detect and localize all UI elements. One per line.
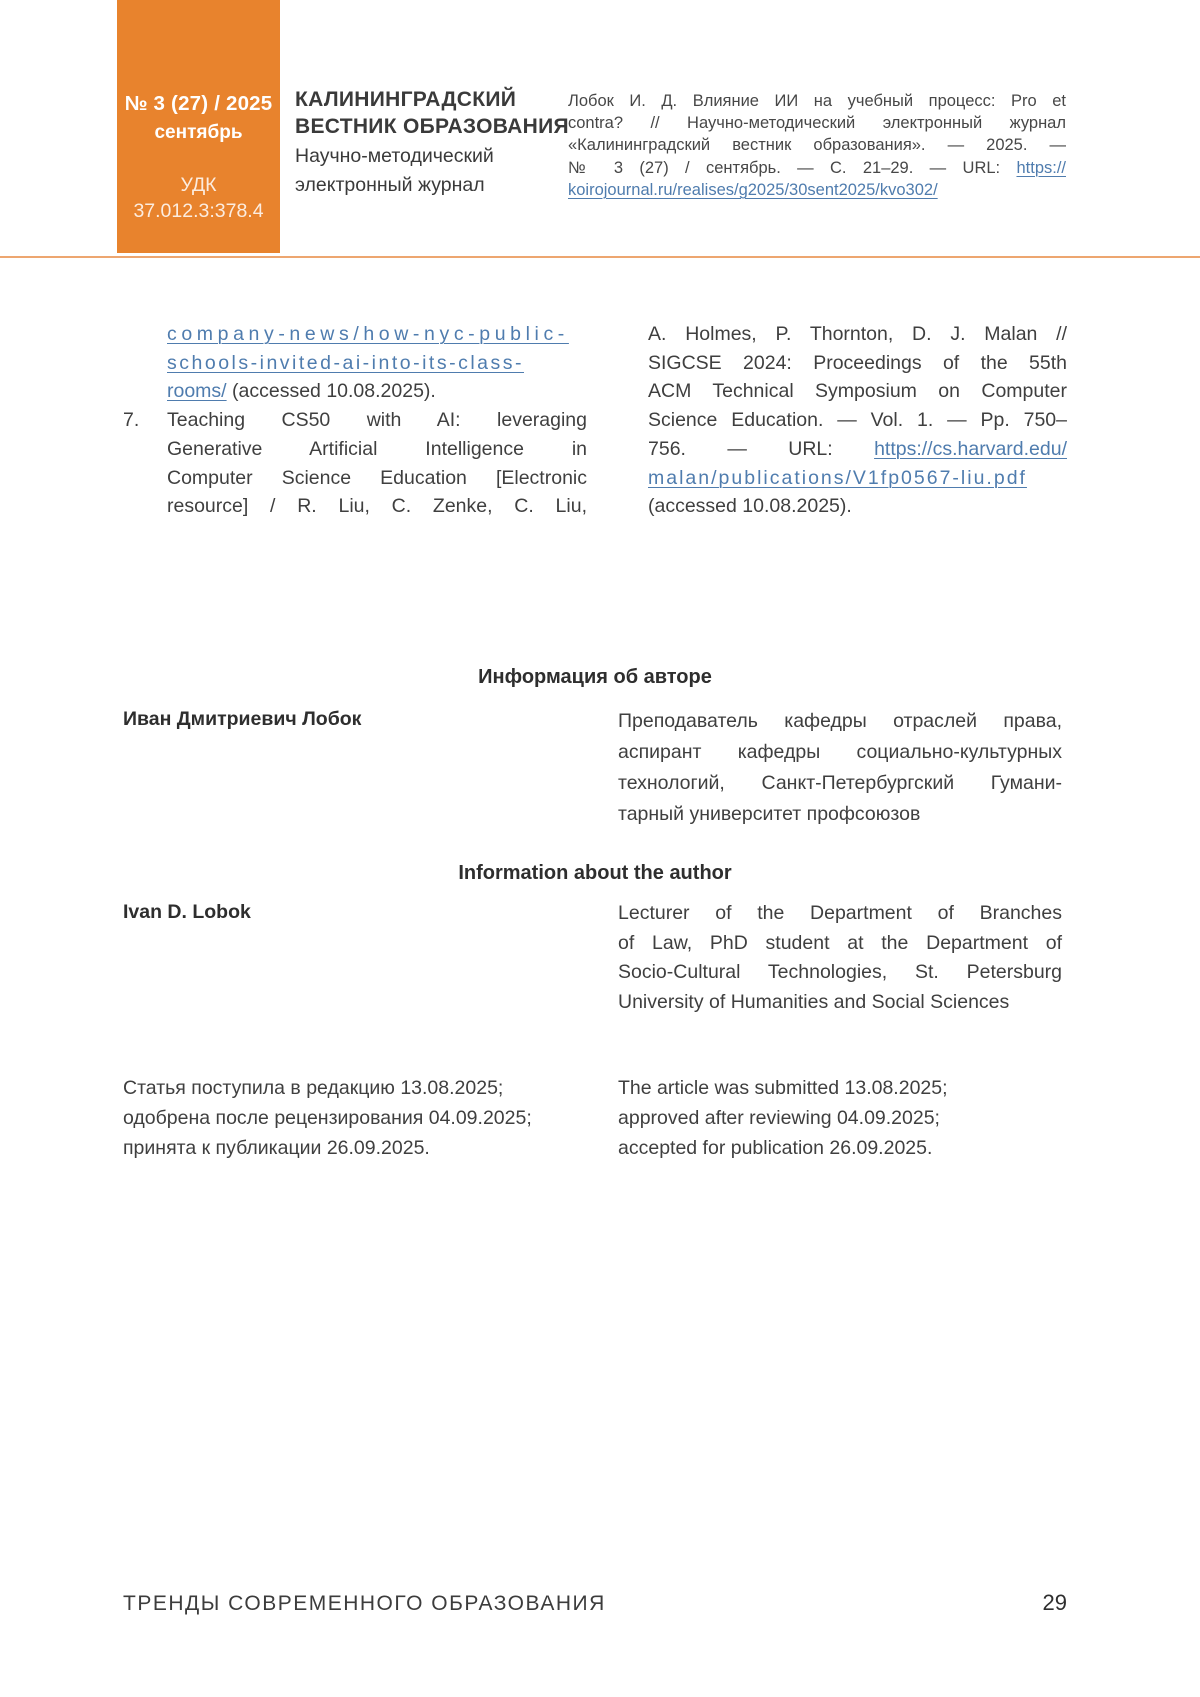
- text-line: [167, 320, 587, 349]
- author-name-ru: Иван Дмитриевич Лобок: [123, 708, 362, 730]
- text-run: contra? // Научно-методический электронный журнал: [568, 114, 1066, 133]
- text-line: [123, 1073, 573, 1103]
- text-run: (accessed 10.08.2025).: [648, 495, 852, 518]
- text-line: [618, 768, 1062, 799]
- text-run: SIGCSE 2024: Proceedings of the 55th: [648, 351, 1067, 374]
- text-line: [648, 492, 1067, 521]
- text-run: University of Humanities and Social Sciences: [618, 991, 1010, 1014]
- text-line: [568, 157, 1066, 179]
- text-run: (accessed 10.08.2025).: [226, 380, 436, 403]
- article-citation: [568, 90, 1066, 201]
- hyperlink[interactable]: rooms/: [167, 380, 227, 403]
- text-line: [123, 1133, 573, 1163]
- hyperlink[interactable]: company-news/how-nyc-public-: [167, 323, 569, 345]
- author-affiliation-ru: [618, 706, 1062, 830]
- text-run: of Law, PhD student at the Department of: [618, 931, 1062, 954]
- text-run: Computer Science Education [Electronic: [167, 466, 587, 489]
- text-run: accepted for publication 26.09.2025.: [618, 1137, 933, 1159]
- hyperlink[interactable]: malan/publications/V1fp0567-liu.pdf: [648, 466, 1027, 489]
- text-line: [648, 464, 1067, 493]
- text-run: Socio-Cultural Technologies, St. Petersburg: [618, 961, 1062, 984]
- text-run: № 3 (27) / сентябрь. — С. 21–29. — URL:: [568, 158, 1017, 177]
- text-line: [568, 134, 1066, 156]
- references-column-right: [648, 320, 1067, 521]
- journal-title-block: [295, 86, 569, 197]
- text-line: [568, 112, 1066, 134]
- text-line: [167, 349, 587, 378]
- text-line: [618, 1073, 1062, 1103]
- udk-label: УДК: [180, 174, 217, 196]
- text-line: [618, 988, 1062, 1018]
- text-line: [648, 377, 1067, 406]
- text-run: Teaching CS50 with AI: leveraging: [167, 409, 587, 432]
- text-line: [123, 1103, 573, 1133]
- text-run: ACM Technical Symposium on Computer: [648, 380, 1067, 403]
- text-run: «Калининградский вестник образования». — 2025. —: [568, 136, 1066, 155]
- text-run: 756. — URL:: [648, 437, 875, 460]
- footer-section-title: ТРЕНДЫ СОВРЕМЕННОГО ОБРАЗОВАНИЯ: [123, 1592, 606, 1615]
- issue-box: [117, 0, 280, 253]
- text-line: [648, 406, 1067, 435]
- text-line: [648, 349, 1067, 378]
- text-run: технологий, Санкт-Петербургский Гумани-: [618, 772, 1062, 794]
- reference-number: 7.: [123, 409, 140, 432]
- hyperlink[interactable]: koirojournal.ru/realises/g2025/30sent2025/kvo302/: [568, 180, 938, 199]
- journal-subtitle-line: электронный журнал: [295, 173, 485, 196]
- text-line: [568, 179, 1066, 201]
- text-run: The article was submitted 13.08.2025;: [618, 1077, 948, 1099]
- text-line: [618, 706, 1062, 737]
- references-column-left: [123, 320, 587, 521]
- hyperlink[interactable]: schools-invited-ai-into-its-class-: [167, 351, 524, 374]
- udk-block: [117, 172, 280, 224]
- text-run: resource] / R. Liu, C. Zenke, C. Liu,: [167, 495, 587, 518]
- issue-month: сентябрь: [154, 122, 243, 143]
- author-name-en: Ivan D. Lobok: [123, 901, 251, 923]
- text-run: Статья поступила в редакцию 13.08.2025;: [123, 1077, 504, 1099]
- text-line: [648, 435, 1067, 464]
- text-run: тарный университет профсоюзов: [618, 803, 921, 825]
- page-number: 29: [1042, 1590, 1067, 1615]
- text-line: [167, 492, 587, 521]
- text-line: [618, 1103, 1062, 1133]
- text-line: [167, 464, 587, 493]
- text-run: approved after reviewing 04.09.2025;: [618, 1107, 940, 1129]
- udk-value: 37.012.3:378.4: [133, 200, 264, 222]
- text-run: одобрена после рецензирования 04.09.2025;: [123, 1107, 532, 1129]
- journal-title-line: КАЛИНИНГРАДСКИЙ: [295, 88, 517, 111]
- text-line: [618, 929, 1062, 959]
- text-run: Lecturer of the Department of Branches: [618, 902, 1062, 924]
- text-line: [618, 799, 1062, 830]
- author-info-heading-en: Information about the author: [458, 862, 732, 884]
- text-line: [618, 737, 1062, 768]
- submission-dates-ru: [123, 1073, 573, 1163]
- text-line: [167, 435, 587, 464]
- issue-number: № 3 (27) / 2025: [124, 92, 273, 115]
- hyperlink[interactable]: https://cs.harvard.edu/: [874, 437, 1067, 460]
- submission-dates-en: [618, 1073, 1062, 1163]
- text-line: [618, 899, 1062, 929]
- journal-title-line: ВЕСТНИК ОБРАЗОВАНИЯ: [295, 115, 569, 138]
- text-run: A. Holmes, P. Thornton, D. J. Malan //: [648, 323, 1067, 345]
- text-line: [618, 958, 1062, 988]
- text-run: Преподаватель кафедры отраслей права,: [618, 710, 1062, 732]
- text-run: принята к публикации 26.09.2025.: [123, 1137, 430, 1159]
- text-run: Лобок И. Д. Влияние ИИ на учебный процесс: Pro et: [568, 92, 1066, 110]
- text-line: [648, 320, 1067, 349]
- text-run: Science Education. — Vol. 1. — Pp. 750–: [648, 409, 1067, 432]
- journal-subtitle-line: Научно-методический: [295, 145, 494, 167]
- author-affiliation-en: [618, 899, 1062, 1018]
- text-line: [123, 406, 587, 435]
- text-line: [568, 90, 1066, 112]
- hyperlink[interactable]: https://: [1016, 158, 1066, 177]
- author-info-heading-ru: Информация об авторе: [478, 666, 712, 688]
- text-run: Generative Artificial Intelligence in: [167, 437, 587, 460]
- header-divider-rule: [0, 256, 1200, 258]
- text-line: [618, 1133, 1062, 1163]
- text-run: аспирант кафедры социально-культурных: [618, 741, 1062, 763]
- text-line: [167, 377, 587, 406]
